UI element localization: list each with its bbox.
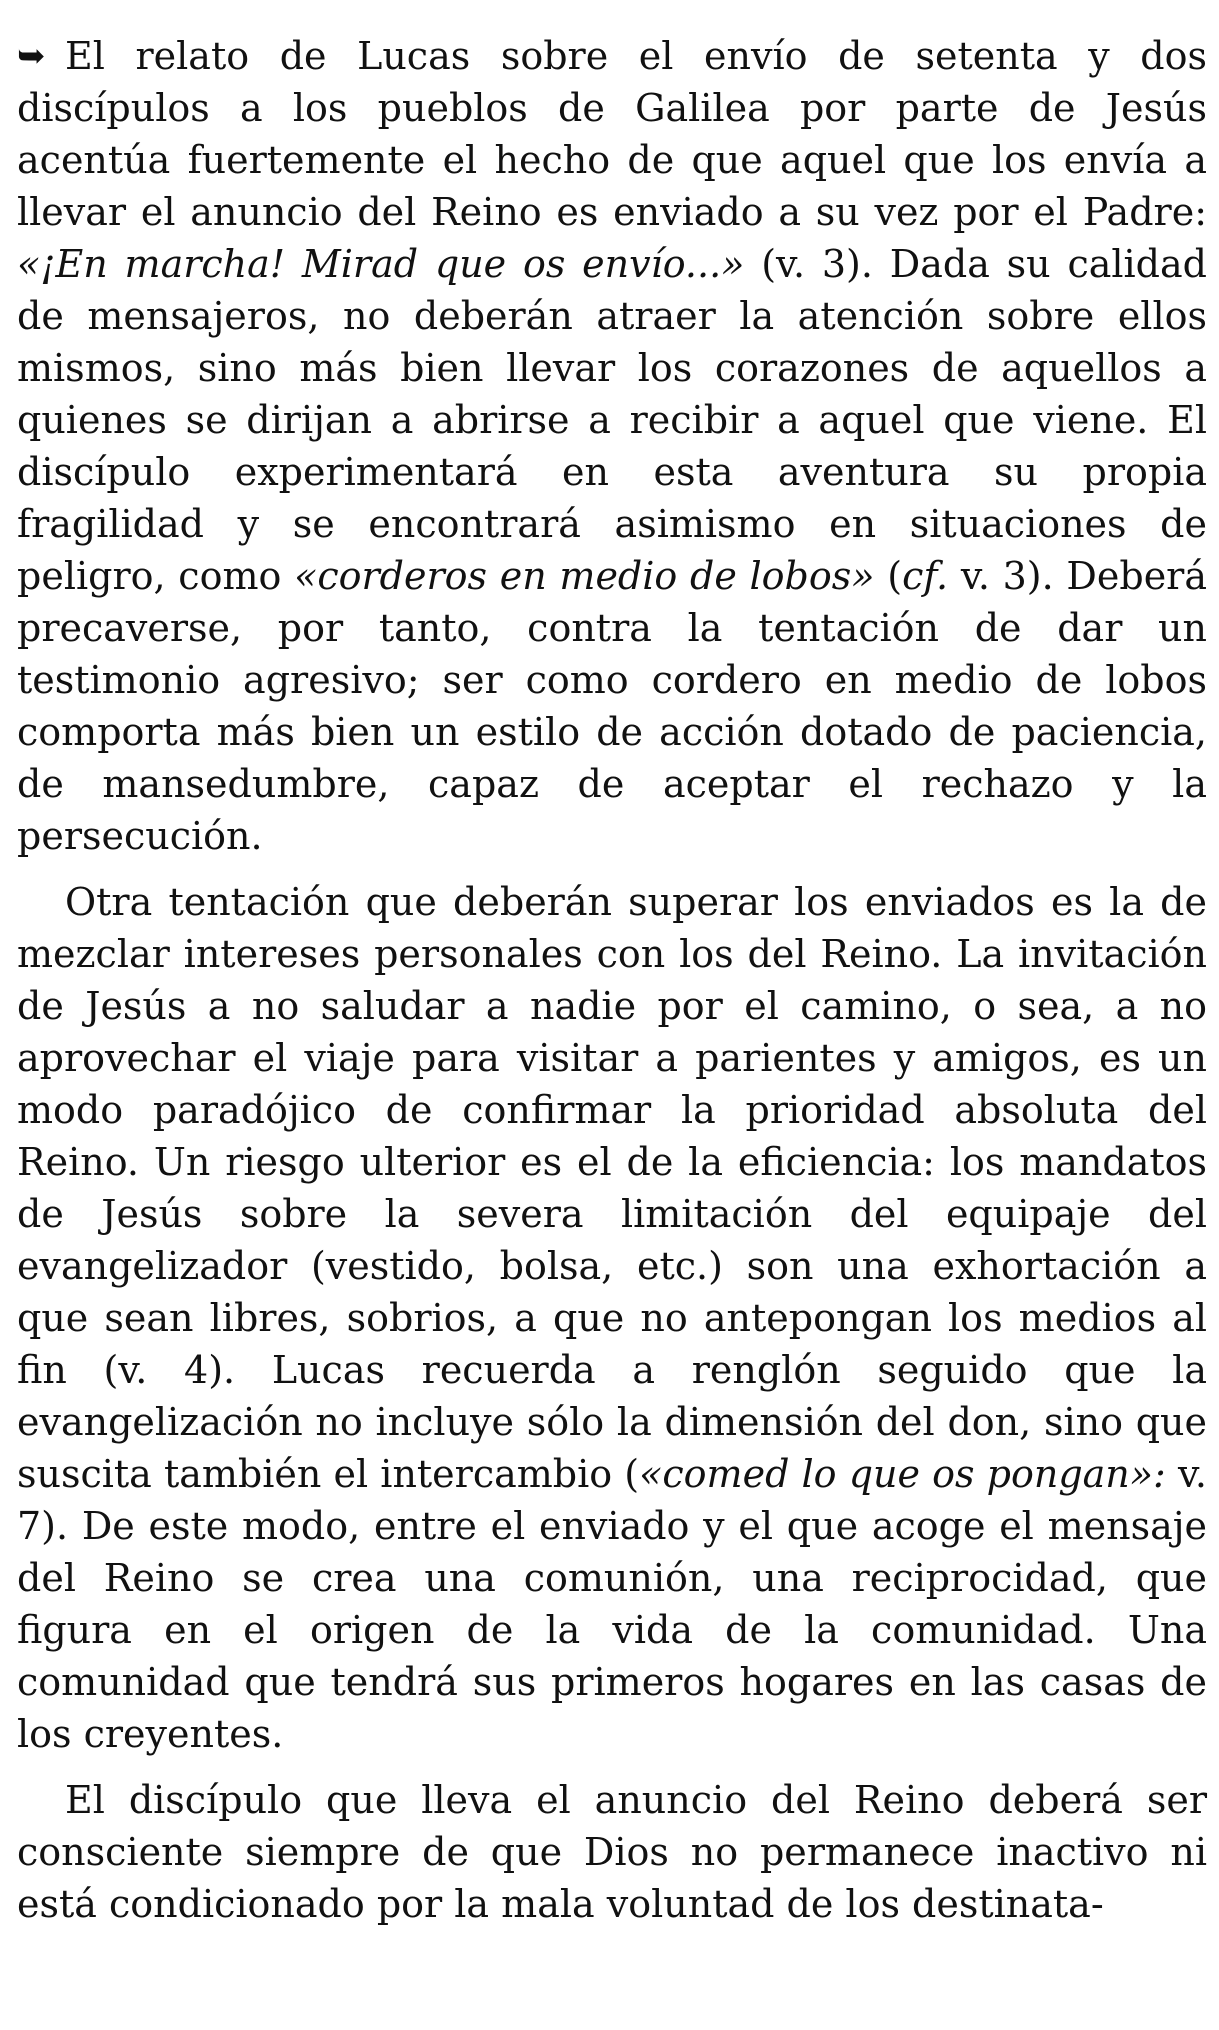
paragraph-text: El relato de Lucas sobre el envío de setenta y dos discípulos a los pueblos de Galilea por parte de Jesús acentúa fuertemente el hecho de que aquel que los envía a llevar el anuncio del Reino es enviado a su vez por el Padre: [17,34,1207,234]
paragraph-text: ( [874,554,903,598]
reference-italic: cf. [902,554,949,598]
document-page [17,30,1207,1930]
paragraph-2 [17,876,1207,1760]
paragraph-text: El discípulo que lleva el anuncio del Reino deberá ser consciente siempre de que Dios no permanece inactivo ni está condicionado por la mala voluntad de los destinata- [17,1778,1207,1926]
paragraph-text: Otra tentación que deberán superar los enviados es la de mezclar intereses personales con los del Reino. La invitación de Jesús a no saludar a nadie por el camino, o sea, a no aprovechar el viaje para visitar a parientes y amigos, es un modo paradójico de confirmar la prioridad absoluta del Reino. Un riesgo ulterior es el de la eficiencia: los mandatos de Jesús sobre la severa limitación del equipaje del evangelizador (vestido, bolsa, etc.) son una exhortación a que sean libres, sobrios, a que no antepongan los medios al fin (v. 4). Lucas recuerda a renglón seguido que la evangelización no incluye sólo la dimensión del don, sino que suscita también el intercambio ( [17,880,1207,1496]
quote-italic: «comed lo que os pongan»: [639,1452,1166,1496]
paragraph-text: v. 7). De este modo, entre el enviado y el que acoge el mensaje del Reino se crea una comunión, una reciprocidad, que figura en el origen de la vida de la comunidad. Una comunidad que tendrá sus primeros hogares en las casas de los creyentes. [17,1452,1208,1756]
paragraph-text: (v. 3). Dada su calidad de mensajeros, no deberán atraer la atención sobre ellos mismos, sino más bien llevar los corazones de aquellos a quienes se dirijan a abrirse a recibir a aquel que viene. El discípulo experimentará en esta aventura su propia fragilidad y se encontrará asimismo en situaciones de peligro, como [17,242,1207,598]
paragraph-text: v. 3). Deberá precaverse, por tanto, contra la tentación de dar un testimonio agresivo; ser como cordero en medio de lobos comporta más bien un estilo de acción dotado de paciencia, de mansedumbre, capaz de aceptar el rechazo y la persecución. [17,554,1207,858]
arrow-right-icon: ➥ [17,36,46,76]
quote-italic: «corderos en medio de lobos» [294,554,875,598]
paragraph-3 [17,1774,1207,1930]
paragraph-1 [17,30,1207,862]
quote-italic: «¡En marcha! Mirad que os envío...» [17,242,745,286]
